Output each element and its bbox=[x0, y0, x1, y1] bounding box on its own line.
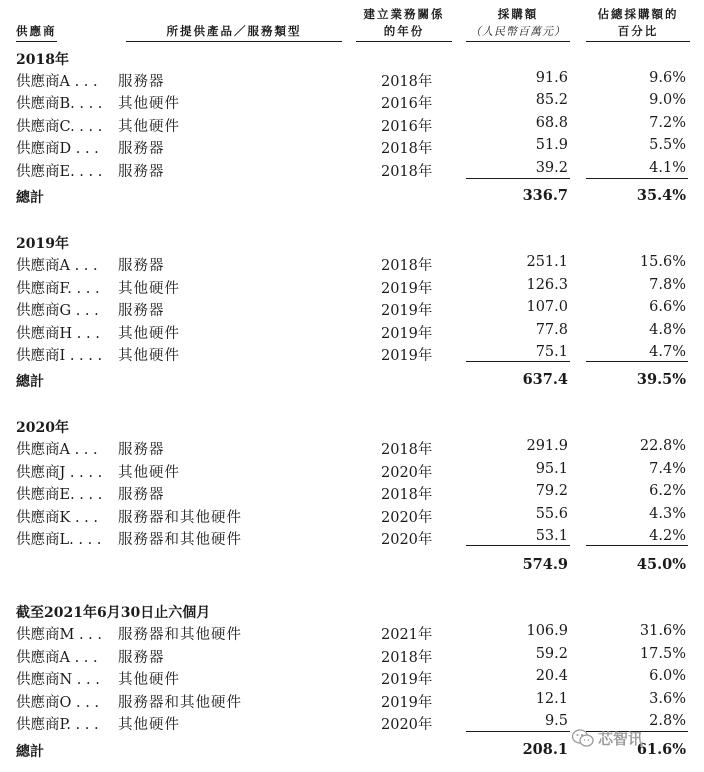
relationship-year: 2020年 bbox=[381, 465, 433, 481]
product-type: 服務器 bbox=[118, 650, 165, 666]
relationship-year: 2021年 bbox=[381, 627, 433, 643]
supplier-name: 供應商J . . . . bbox=[16, 465, 103, 481]
header-amount-unit: （人民幣百萬元） bbox=[466, 23, 570, 42]
relationship-year: 2019年 bbox=[381, 281, 433, 297]
total-amount: 208.1 bbox=[522, 741, 568, 758]
header-pct-line2: 百分比 bbox=[586, 23, 690, 42]
product-type: 其他硬件 bbox=[118, 119, 180, 135]
total-label: 總計 bbox=[16, 190, 44, 206]
purchase-pct: 7.4% bbox=[649, 461, 686, 477]
supplier-name: 供應商E. . . . bbox=[16, 487, 103, 503]
total-amount: 574.9 bbox=[522, 556, 568, 573]
purchase-amount: 12.1 bbox=[535, 691, 568, 707]
supplier-name: 供應商A . . . bbox=[16, 442, 98, 458]
total-amount: 637.4 bbox=[522, 371, 568, 388]
purchase-pct: 9.0% bbox=[649, 92, 686, 108]
purchase-pct: 4.8% bbox=[649, 322, 686, 338]
header-relationship-line1: 建立業務關係 bbox=[363, 7, 445, 21]
purchase-amount: 75.1 bbox=[535, 344, 568, 360]
relationship-year: 2019年 bbox=[381, 695, 433, 711]
purchase-pct: 9.6% bbox=[649, 70, 686, 86]
section-title-2021h1: 截至2021年6月30日止六個月 bbox=[16, 605, 211, 621]
purchase-pct: 4.7% bbox=[649, 344, 686, 360]
relationship-year: 2019年 bbox=[381, 326, 433, 342]
subtotal-rule bbox=[466, 361, 570, 362]
product-type: 其他硬件 bbox=[118, 281, 180, 297]
total-label: 總計 bbox=[16, 744, 44, 760]
purchase-amount: 85.2 bbox=[535, 92, 568, 108]
purchase-amount: 53.1 bbox=[535, 528, 568, 544]
supplier-name: 供應商P. . . . bbox=[16, 717, 99, 733]
header-relationship-line2: 的年份 bbox=[356, 23, 452, 42]
product-type: 服務器 bbox=[118, 258, 165, 274]
product-type: 服務器和其他硬件 bbox=[118, 627, 242, 643]
purchase-pct: 6.0% bbox=[649, 668, 686, 684]
supplier-name: 供應商H . . . bbox=[16, 326, 100, 342]
purchase-pct: 3.6% bbox=[649, 691, 686, 707]
purchase-amount: 126.3 bbox=[526, 277, 568, 293]
relationship-year: 2020年 bbox=[381, 510, 433, 526]
product-type: 服務器和其他硬件 bbox=[118, 532, 242, 548]
purchase-amount: 39.2 bbox=[535, 160, 568, 176]
total-pct: 61.6% bbox=[636, 741, 686, 758]
purchase-pct: 6.2% bbox=[649, 483, 686, 499]
purchase-amount: 59.2 bbox=[535, 646, 568, 662]
product-type: 服務器 bbox=[118, 141, 165, 157]
purchase-amount: 9.5 bbox=[544, 713, 568, 729]
relationship-year: 2018年 bbox=[381, 164, 433, 180]
product-type: 其他硬件 bbox=[118, 96, 180, 112]
supplier-name: 供應商A . . . bbox=[16, 650, 98, 666]
total-pct: 45.0% bbox=[636, 556, 686, 573]
relationship-year: 2018年 bbox=[381, 650, 433, 666]
purchase-amount: 291.9 bbox=[526, 438, 568, 454]
purchase-pct: 7.2% bbox=[649, 115, 686, 131]
purchase-amount: 77.8 bbox=[535, 322, 568, 338]
supplier-name: 供應商O . . . bbox=[16, 695, 100, 711]
purchase-pct: 15.6% bbox=[639, 254, 686, 270]
purchase-pct: 7.8% bbox=[649, 277, 686, 293]
supplier-name: 供應商A . . . bbox=[16, 258, 98, 274]
total-pct: 39.5% bbox=[636, 371, 686, 388]
purchase-pct: 31.6% bbox=[639, 623, 686, 639]
supplier-name: 供應商D . . . bbox=[16, 141, 99, 157]
relationship-year: 2018年 bbox=[381, 442, 433, 458]
wechat-icon bbox=[572, 729, 594, 747]
purchase-amount: 79.2 bbox=[535, 483, 568, 499]
product-type: 服務器 bbox=[118, 487, 165, 503]
purchase-pct: 4.1% bbox=[649, 160, 686, 176]
product-type: 其他硬件 bbox=[118, 348, 180, 364]
section-title-2019: 2019年 bbox=[16, 236, 69, 252]
supplier-name: 供應商G . . . bbox=[16, 303, 99, 319]
relationship-year: 2019年 bbox=[381, 672, 433, 688]
relationship-year: 2019年 bbox=[381, 303, 433, 319]
total-label: 總計 bbox=[16, 374, 44, 390]
purchase-amount: 91.6 bbox=[535, 70, 568, 86]
supplier-name: 供應商L. . . . bbox=[16, 532, 102, 548]
section-title-2018: 2018年 bbox=[16, 52, 69, 68]
relationship-year: 2020年 bbox=[381, 717, 433, 733]
product-type: 其他硬件 bbox=[118, 465, 180, 481]
supplier-name: 供應商E. . . . bbox=[16, 164, 103, 180]
product-type: 服務器和其他硬件 bbox=[118, 695, 242, 711]
purchase-amount: 20.4 bbox=[535, 668, 568, 684]
purchase-pct: 22.8% bbox=[639, 438, 686, 454]
relationship-year: 2018年 bbox=[381, 141, 433, 157]
purchase-pct: 2.8% bbox=[649, 713, 686, 729]
supplier-name: 供應商C. . . . bbox=[16, 119, 103, 135]
supplier-name: 供應商M . . . bbox=[16, 627, 103, 643]
relationship-year: 2020年 bbox=[381, 532, 433, 548]
header-amount-line1: 採購額 bbox=[497, 7, 539, 21]
purchase-pct: 6.6% bbox=[649, 299, 686, 315]
header-supplier: 供應商 bbox=[16, 23, 57, 42]
purchase-amount: 55.6 bbox=[535, 506, 568, 522]
supplier-name: 供應商B. . . . bbox=[16, 96, 103, 112]
purchase-amount: 95.1 bbox=[535, 461, 568, 477]
product-type: 服務器 bbox=[118, 164, 165, 180]
subtotal-rule bbox=[586, 361, 688, 362]
supplier-name: 供應商I . . . . bbox=[16, 348, 103, 364]
total-amount: 336.7 bbox=[522, 187, 568, 204]
purchase-pct: 5.5% bbox=[649, 137, 686, 153]
subtotal-rule bbox=[586, 178, 688, 179]
total-pct: 35.4% bbox=[636, 187, 686, 204]
header-pct-line1: 佔總採購額的 bbox=[597, 7, 679, 21]
relationship-year: 2016年 bbox=[381, 96, 433, 112]
product-type: 其他硬件 bbox=[118, 326, 180, 342]
purchase-amount: 68.8 bbox=[535, 115, 568, 131]
watermark-text: 芯智讯 bbox=[598, 730, 644, 748]
supplier-name: 供應商F. . . . bbox=[16, 281, 100, 297]
header-product-type: 所提供產品／服務類型 bbox=[126, 23, 342, 42]
product-type: 服務器 bbox=[118, 74, 165, 90]
subtotal-rule bbox=[466, 178, 570, 179]
purchase-amount: 106.9 bbox=[526, 623, 568, 639]
product-type: 服務器 bbox=[118, 442, 165, 458]
product-type: 服務器和其他硬件 bbox=[118, 510, 242, 526]
relationship-year: 2018年 bbox=[381, 74, 433, 90]
subtotal-rule bbox=[586, 545, 688, 546]
purchase-pct: 17.5% bbox=[639, 646, 686, 662]
purchase-amount: 251.1 bbox=[526, 254, 568, 270]
section-title-2020: 2020年 bbox=[16, 420, 69, 436]
supplier-name: 供應商A . . . bbox=[16, 74, 98, 90]
relationship-year: 2018年 bbox=[381, 487, 433, 503]
purchase-amount: 51.9 bbox=[535, 137, 568, 153]
purchase-pct: 4.2% bbox=[649, 528, 686, 544]
relationship-year: 2019年 bbox=[381, 348, 433, 364]
supplier-name: 供應商N . . . bbox=[16, 672, 100, 688]
product-type: 服務器 bbox=[118, 303, 165, 319]
purchase-pct: 4.3% bbox=[649, 506, 686, 522]
purchase-amount: 107.0 bbox=[526, 299, 568, 315]
product-type: 其他硬件 bbox=[118, 672, 180, 688]
supplier-name: 供應商K . . . bbox=[16, 510, 98, 526]
relationship-year: 2016年 bbox=[381, 119, 433, 135]
subtotal-rule bbox=[466, 731, 570, 732]
product-type: 其他硬件 bbox=[118, 717, 180, 733]
subtotal-rule bbox=[466, 545, 570, 546]
relationship-year: 2018年 bbox=[381, 258, 433, 274]
